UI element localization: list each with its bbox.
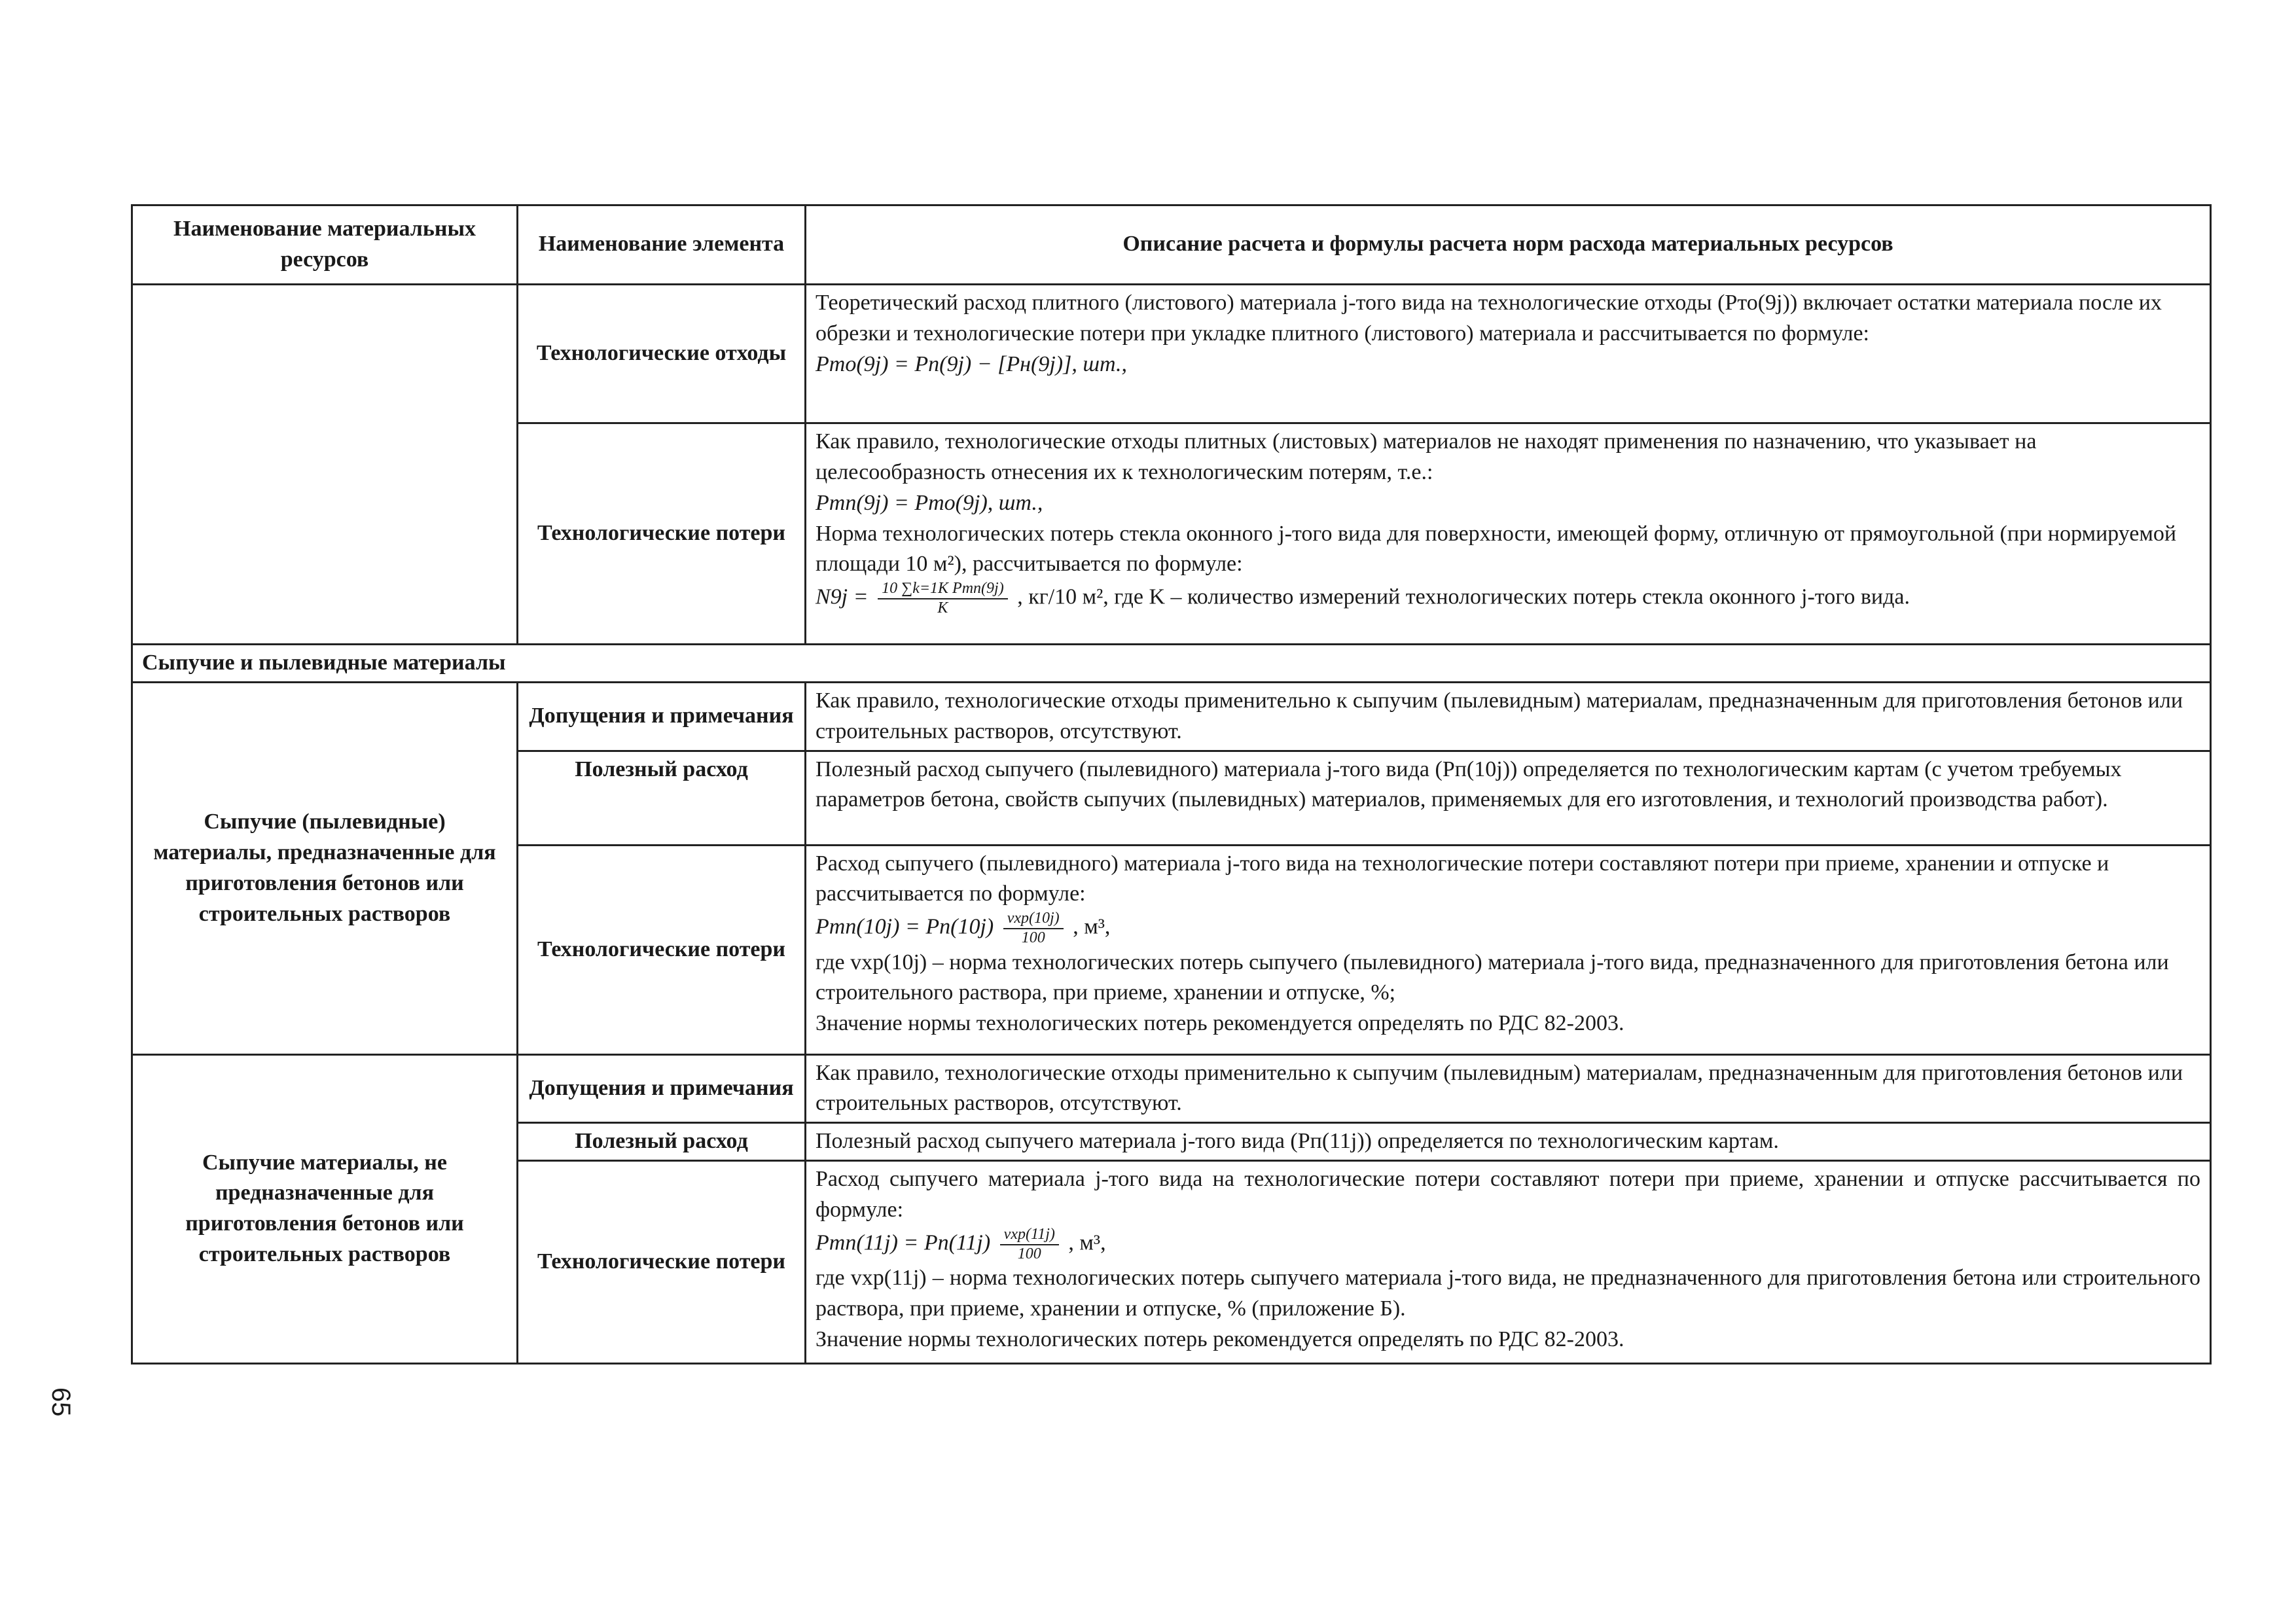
formula-rhs: , м³, bbox=[1073, 914, 1111, 939]
description-text: Значение нормы технологических потерь рекомендуется определять по РДС 82-2003. bbox=[816, 1011, 1624, 1036]
description-cell: Как правило, технологические отходы применительно к сыпучим (пылевидным) материалам, предназначенным для приготовления бетонов или строительных растворов, отсутствуют. bbox=[806, 1054, 2211, 1123]
header-resource-name: Наименование материальных ресурсов bbox=[132, 205, 518, 285]
table-row bbox=[132, 682, 2211, 751]
fraction-numerator: vхр(11j) bbox=[1000, 1226, 1059, 1245]
formula-lhs: N9j = bbox=[816, 584, 869, 609]
description-cell: Полезный расход сыпучего материала j-того вида (Pп(11j)) определяется по технологическим картам. bbox=[806, 1123, 2211, 1161]
formula: Pтп(9j) = Pто(9j), шт., bbox=[816, 490, 1043, 515]
resource-cell: Сыпучие материалы, не предназначенные для приготовления бетонов или строительных растворов bbox=[132, 1054, 518, 1364]
description-text: Теоретический расход плитного (листового) материала j-того вида на технологические отходы (Pто(9j)) включает остатки материала после их обрезки и технологические потери при укладке плитного (листового) материала и рассчитывается по формуле: bbox=[816, 290, 2162, 346]
description-text: где vхр(11j) – норма технологических потерь сыпучего материала j-того вида, не предназначенного для приготовления бетона или строительного раствора, при приеме, хранении и отпуске, % (приложение Б). bbox=[816, 1266, 2200, 1321]
description-cell bbox=[806, 845, 2211, 1054]
table-row bbox=[132, 1054, 2211, 1123]
fraction-numerator: 10 ∑k=1K Pтп(9j) bbox=[878, 580, 1008, 599]
description-cell bbox=[806, 1161, 2211, 1364]
element-cell: Допущения и примечания bbox=[518, 682, 806, 751]
page-number: 65 bbox=[46, 1387, 75, 1417]
table-header-row bbox=[132, 205, 2211, 285]
fraction-numerator: vхр(10j) bbox=[1003, 910, 1064, 929]
fraction-denominator: 100 bbox=[1017, 1245, 1041, 1262]
formula-lhs: Pтп(11j) = Pп(11j) bbox=[816, 1230, 991, 1255]
section-title: Сыпучие и пылевидные материалы bbox=[132, 644, 2211, 682]
fraction-denominator: K bbox=[937, 599, 948, 616]
formula-rhs: , кг/10 м², где K – количество измерений технологических потерь стекла оконного j-того вида. bbox=[1017, 584, 1910, 609]
fraction bbox=[1000, 1226, 1059, 1263]
header-description: Описание расчета и формулы расчета норм расхода материальных ресурсов bbox=[806, 205, 2211, 285]
description-text: Норма технологических потерь стекла оконного j-того вида для поверхности, имеющей форму, отличную от прямоугольной (при нормируемой площади 10 м²), рассчитывается по формуле: bbox=[816, 521, 2177, 577]
fraction-formula bbox=[816, 910, 2200, 947]
fraction-denominator: 100 bbox=[1021, 929, 1045, 946]
formula: Pто(9j) = Pп(9j) − [Pн(9j)], шт., bbox=[816, 351, 1127, 376]
description-text: Значение нормы технологических потерь рекомендуется определять по РДС 82-2003. bbox=[816, 1327, 1624, 1352]
description-cell: Полезный расход сыпучего (пылевидного) материала j-того вида (Pп(10j)) определяется по технологическим картам (с учетом требуемых параметров бетона, свойств сыпучих (пылевидных) материалов, применяемых для его изготовления, и технологий производства работ). bbox=[806, 751, 2211, 845]
element-cell: Полезный расход bbox=[518, 1123, 806, 1161]
description-text: Как правило, технологические отходы плитных (листовых) материалов не находят применения по назначению, что указывает на целесообразность отнесения их к технологическим потерям, т.е.: bbox=[816, 429, 2037, 484]
norms-table bbox=[131, 204, 2212, 1364]
description-text: Расход сыпучего (пылевидного) материала j-того вида на технологические потери составляют потери при приеме, хранении и отпуске и рассчитывается по формуле: bbox=[816, 851, 2109, 906]
element-cell: Технологические потери bbox=[518, 423, 806, 644]
description-cell bbox=[806, 423, 2211, 644]
description-text: Расход сыпучего материала j-того вида на технологические потери составляют потери при приеме, хранении и отпуске рассчитывается по формуле: bbox=[816, 1167, 2200, 1222]
element-cell: Технологические потери bbox=[518, 845, 806, 1054]
element-cell: Технологические отходы bbox=[518, 284, 806, 423]
formula-lhs: Pтп(10j) = Pп(10j) bbox=[816, 914, 994, 939]
element-cell: Полезный расход bbox=[518, 751, 806, 845]
fraction-formula bbox=[816, 1226, 2200, 1263]
fraction bbox=[1003, 910, 1064, 947]
description-text: где vхр(10j) – норма технологических потерь сыпучего (пылевидного) материала j-того вида, предназначенного для приготовления бетона или строительного раствора, при приеме, хранении и отпуске, %; bbox=[816, 950, 2169, 1005]
element-cell: Допущения и примечания bbox=[518, 1054, 806, 1123]
fraction bbox=[878, 580, 1008, 617]
resource-cell-empty bbox=[132, 284, 518, 644]
table-row bbox=[132, 284, 2211, 423]
description-cell: Как правило, технологические отходы применительно к сыпучим (пылевидным) материалам, предназначенным для приготовления бетонов или строительных растворов, отсутствуют. bbox=[806, 682, 2211, 751]
description-cell bbox=[806, 284, 2211, 423]
formula-rhs: , м³, bbox=[1068, 1230, 1106, 1255]
section-row bbox=[132, 644, 2211, 682]
fraction-formula bbox=[816, 580, 2200, 617]
resource-cell: Сыпучие (пылевидные) материалы, предназначенные для приготовления бетонов или строительных растворов bbox=[132, 682, 518, 1054]
element-cell: Технологические потери bbox=[518, 1161, 806, 1364]
header-element-name: Наименование элемента bbox=[518, 205, 806, 285]
